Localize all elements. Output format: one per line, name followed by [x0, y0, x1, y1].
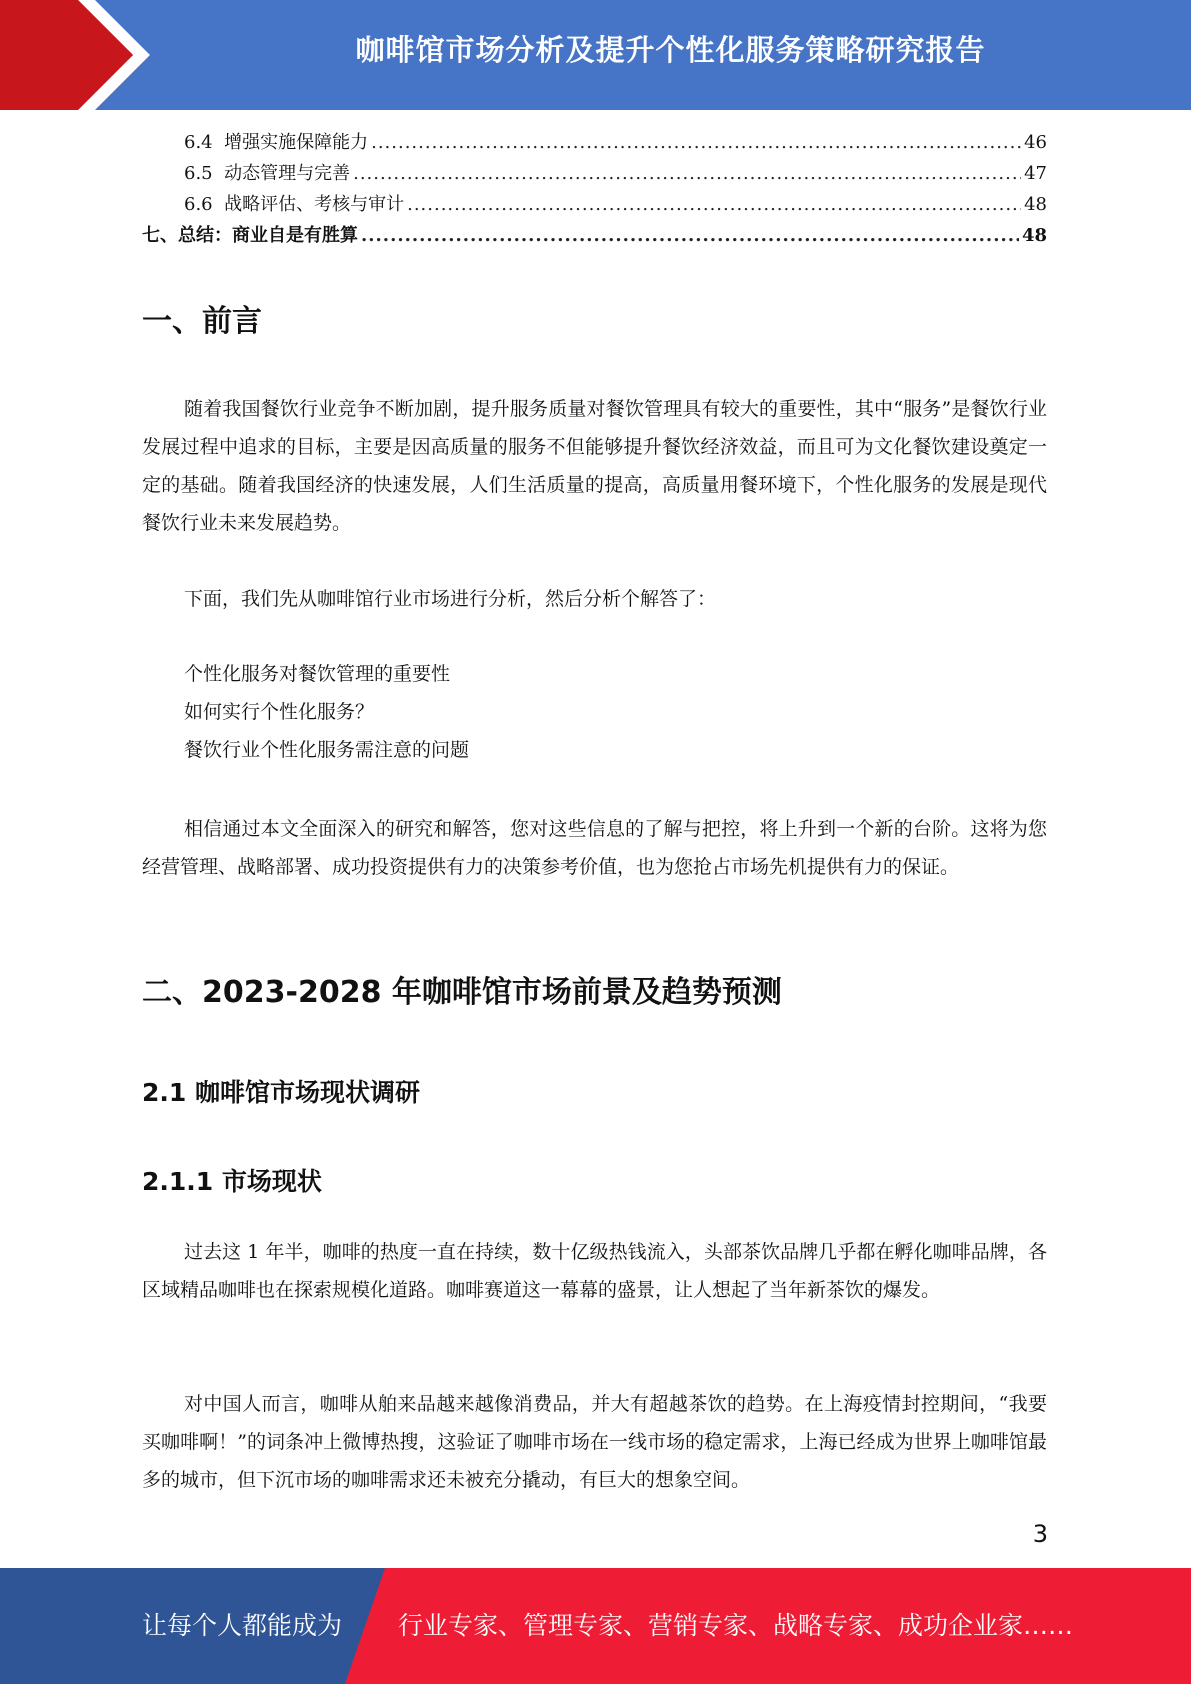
toc-entry-number: 6.4 [184, 132, 213, 153]
toc-entry[interactable] [142, 128, 1047, 159]
paragraph: 随着我国餐饮行业竞争不断加剧，提升服务质量对餐饮管理具有较大的重要性，其中“服务”是餐饮行业发展过程中追求的目标，主要是因高质量的服务不但能够提升餐饮经济效益，而且可为文化餐饮建设奠定一定的基础。随着我国经济的快速发展，人们生活质量的提高，高质量用餐环境下，个性化服务的发展是现代餐饮行业未来发展趋势。 [142, 398, 1047, 534]
section-heading: 二、2023-2028 年咖啡馆市场前景及趋势预测 [142, 975, 782, 1010]
list-item: 餐饮行业个性化服务需注意的问题 [184, 739, 470, 761]
red-chevron-icon [0, 0, 150, 110]
toc-entry-text: 增强实施保障能力 [224, 132, 369, 153]
toc-page-number: 47 [1024, 163, 1047, 184]
page-number: 3 [1032, 1520, 1048, 1548]
list-item: 个性化服务对餐饮管理的重要性 [184, 663, 451, 685]
toc-leader-dots [407, 194, 1021, 215]
toc-entry-text: 战略评估、考核与审计 [224, 194, 405, 215]
toc-page-number: 48 [1021, 225, 1047, 246]
toc-entry[interactable] [142, 190, 1047, 221]
toc-entry[interactable] [142, 159, 1047, 190]
bullet-list [184, 655, 469, 769]
toc-entry-number: 6.6 [184, 194, 213, 215]
list-item: 如何实行个性化服务？ [184, 701, 375, 723]
toc-entry[interactable] [142, 221, 1047, 252]
toc-leader-dots [371, 132, 1021, 153]
toc-entry-number: 6.5 [184, 163, 213, 184]
paragraph: 过去这 1 年半，咖啡的热度一直在持续，数十亿级热钱流入，头部茶饮品牌几乎都在孵化咖啡品牌，各区域精品咖啡也在探索规模化道路。咖啡赛道这一幕幕的盛景，让人想起了当年新茶饮的爆发。 [142, 1241, 1047, 1301]
subsection-heading: 2.1.1 市场现状 [142, 1167, 322, 1196]
report-title: 咖啡馆市场分析及提升个性化服务策略研究报告 [355, 33, 986, 67]
toc-leader-dots [361, 225, 1019, 246]
paragraph: 相信通过本文全面深入的研究和解答，您对这些信息的了解与把控，将上升到一个新的台阶。这将为您经营管理、战略部署、成功投资提供有力的决策参考价值，也为您抢占市场先机提供有力的保证。 [142, 818, 1047, 878]
table-of-contents [142, 128, 1047, 252]
footer-slogan-left: 让每个人都能成为 [142, 1611, 343, 1640]
page-header [0, 0, 1191, 110]
toc-page-number: 46 [1024, 132, 1047, 153]
footer-slogan-right: 行业专家、管理专家、营销专家、战略专家、成功企业家…… [398, 1611, 1074, 1640]
toc-entry-text: 七、总结：商业自是有胜算 [142, 225, 358, 246]
subsection-heading: 2.1 咖啡馆市场现状调研 [142, 1078, 420, 1107]
toc-leader-dots [353, 163, 1021, 184]
section-heading: 一、前言 [142, 304, 262, 339]
toc-page-number: 48 [1024, 194, 1047, 215]
page-footer [0, 1568, 1191, 1684]
paragraph: 下面，我们先从咖啡馆行业市场进行分析，然后分析个解答了： [184, 588, 717, 610]
paragraph: 对中国人而言，咖啡从舶来品越来越像消费品，并大有超越茶饮的趋势。在上海疫情封控期间，“我要买咖啡啊！”的词条冲上微博热搜，这验证了咖啡市场在一线市场的稳定需求，上海已经成为世界上咖啡馆最多的城市，但下沉市场的咖啡需求还未被充分撬动，有巨大的想象空间。 [142, 1393, 1047, 1491]
toc-entry-text: 动态管理与完善 [224, 163, 351, 184]
